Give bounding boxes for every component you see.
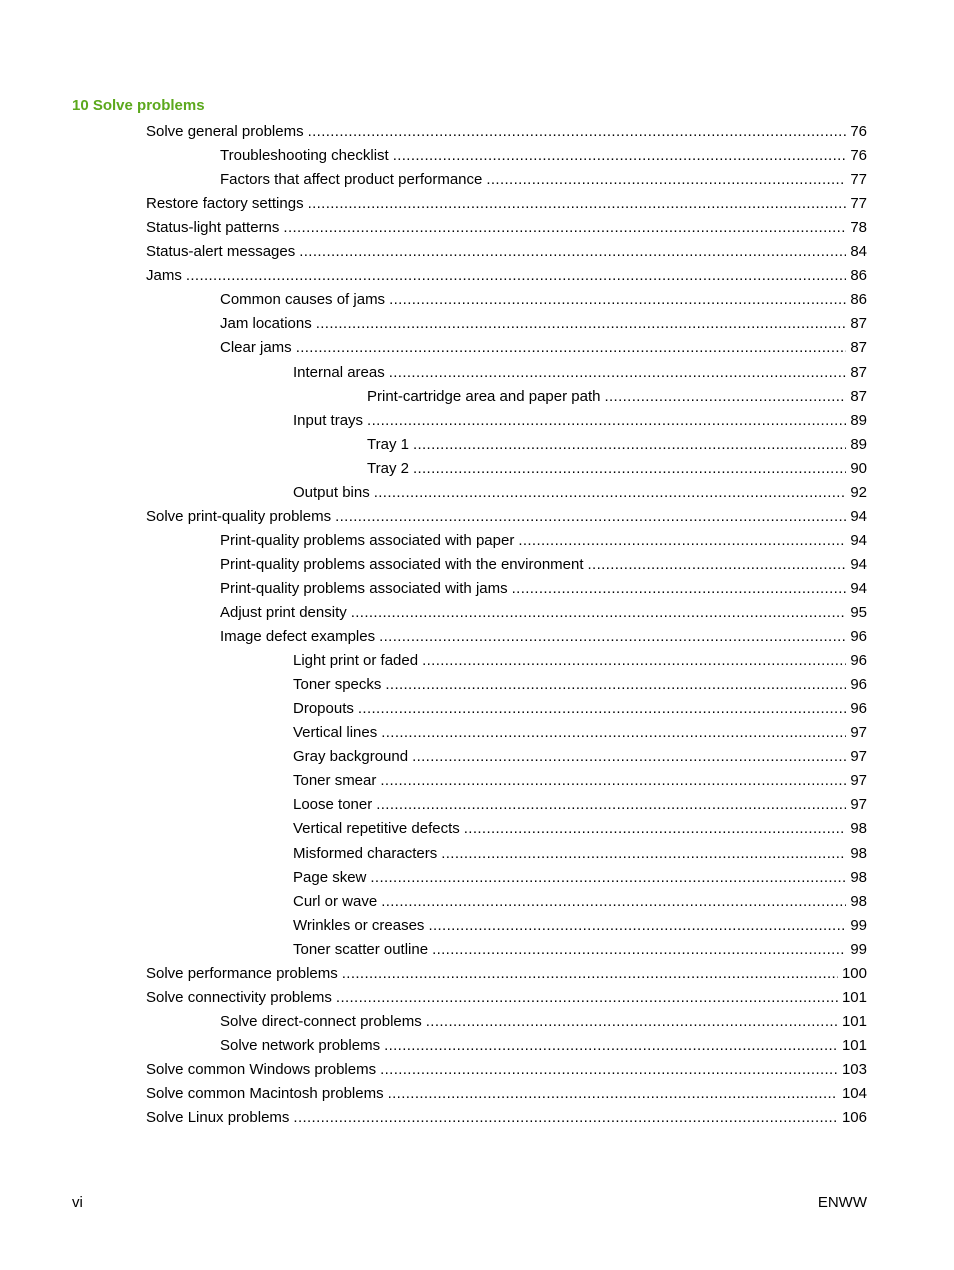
toc-entry-page: 106 [841,1109,867,1127]
toc-entry-page: 87 [850,363,867,381]
toc-entry-title: Jam locations [220,315,312,333]
toc-entry[interactable] [293,722,867,742]
toc-entry-page: 84 [850,243,867,261]
toc-entry-page: 101 [841,1036,867,1054]
dot-leader [422,652,846,670]
toc-entry[interactable] [293,770,867,790]
toc-entry[interactable] [146,1059,867,1079]
toc-entry[interactable] [220,289,867,309]
toc-entry-page: 78 [850,219,867,237]
toc-entry-title: Wrinkles or creases [293,916,425,934]
toc-entry-title: Page skew [293,868,367,886]
toc-entry-title: Solve network problems [220,1036,381,1054]
toc-entry-title: Restore factory settings [146,195,304,213]
toc-entry-page: 97 [850,796,867,814]
toc-entry-title: Curl or wave [293,892,378,910]
toc-entry-title: Solve performance problems [146,964,338,982]
toc-entry[interactable] [367,386,867,406]
toc-entry-title: Light print or faded [293,652,419,670]
dot-leader [413,436,846,454]
dot-leader [381,724,846,742]
toc-entry-page: 87 [850,315,867,333]
toc-entry-title: Solve print-quality problems [146,507,332,525]
toc-entry-page: 94 [850,555,867,573]
toc-entry-page: 87 [850,387,867,405]
toc-entry-page: 77 [850,195,867,213]
toc-entry-page: 98 [850,892,867,910]
dot-leader [335,508,846,526]
toc-entry[interactable] [293,891,867,911]
toc-entry-page: 98 [850,844,867,862]
toc-entry[interactable] [146,217,867,237]
toc-entry[interactable] [367,434,867,454]
toc-entry-title: Gray background [293,748,409,766]
dot-leader [308,123,847,141]
dot-leader [351,604,847,622]
dot-leader [604,388,846,406]
page-number: vi [72,1194,83,1211]
toc-entry-page: 96 [850,700,867,718]
toc-entry-title: Print-quality problems associated with jams [220,579,508,597]
toc-entry-title: Toner specks [293,676,382,694]
toc-entry-page: 96 [850,628,867,646]
toc-entry[interactable] [293,674,867,694]
toc-entry-page: 87 [850,339,867,357]
toc-entry-title: Common causes of jams [220,291,386,309]
toc-entry[interactable] [293,939,867,959]
toc-entry[interactable] [293,818,867,838]
dot-leader [518,532,846,550]
toc-entry-page: 97 [850,724,867,742]
dot-leader [393,147,847,165]
dot-leader [293,1109,838,1127]
dot-leader [379,628,846,646]
toc-entry-page: 76 [850,147,867,165]
toc-entry-title: Status-light patterns [146,219,280,237]
dot-leader [432,941,846,959]
toc-entry-page: 92 [850,483,867,501]
toc-entry[interactable] [146,987,867,1007]
toc-entry-title: Factors that affect product performance [220,171,483,189]
toc-entry-title: Tray 1 [367,435,409,453]
toc-entry[interactable] [293,482,867,502]
toc-entry[interactable] [220,578,867,598]
toc-entry-title: Toner scatter outline [293,940,429,958]
toc-entry-title: Print-cartridge area and paper path [367,387,601,405]
toc-entry[interactable] [220,554,867,574]
dot-leader [426,1013,838,1031]
dot-leader [389,364,847,382]
toc-entry-title: Troubleshooting checklist [220,147,389,165]
toc-entry[interactable] [293,698,867,718]
toc-entry-title: Adjust print density [220,604,347,621]
toc-entry-page: 86 [850,291,867,309]
toc-entry-page: 101 [841,1012,867,1030]
toc-entry[interactable] [367,458,867,478]
dot-leader [380,1061,838,1079]
dot-leader [283,219,846,237]
dot-leader [588,556,847,574]
toc-entry[interactable] [220,1035,867,1055]
toc-entry[interactable] [220,169,867,189]
toc-entry[interactable] [293,867,867,887]
toc-entry-page: 94 [850,531,867,549]
toc-entry-title: Vertical repetitive defects [293,820,460,838]
toc-entry[interactable] [146,265,867,285]
toc-entry[interactable] [293,746,867,766]
toc-entry-title: Solve common Macintosh problems [146,1085,384,1102]
dot-leader [370,869,846,887]
toc-entry[interactable] [146,121,867,141]
toc-entry[interactable] [146,193,867,213]
toc-entry-page: 96 [850,652,867,670]
toc-entry[interactable] [293,843,867,863]
toc-entry-title: Jams [146,267,182,285]
toc-entry-page: 104 [841,1085,867,1102]
toc-entry-title: Image defect examples [220,628,376,646]
toc-entry-page: 94 [850,579,867,597]
dot-leader [486,171,846,189]
toc-entry-page: 90 [850,459,867,477]
toc-entry[interactable] [293,362,867,382]
dot-leader [413,460,846,478]
dot-leader [308,195,847,213]
toc-entry-title: Tray 2 [367,459,409,477]
toc-entry-page: 94 [850,507,867,525]
dot-leader [388,1085,838,1103]
toc-entry[interactable] [220,602,867,622]
toc-entry[interactable] [220,337,867,357]
toc-entry[interactable] [220,1011,867,1031]
toc-entry[interactable] [146,506,867,526]
toc-entry-page: 103 [841,1060,867,1078]
dot-leader [376,796,846,814]
toc-entry-page: 95 [850,604,867,621]
toc-entry[interactable] [293,794,867,814]
toc-entry-page: 89 [850,435,867,453]
toc-entry-page: 99 [850,916,867,934]
toc-entry-title: Dropouts [293,700,354,718]
toc-entry-page: 99 [850,940,867,958]
dot-leader [342,965,838,983]
dot-leader [380,772,846,790]
toc-entry[interactable] [146,241,867,261]
dot-leader [464,820,847,838]
toc-entry[interactable] [220,145,867,165]
toc-entry-title: Internal areas [293,363,385,381]
toc-entry-title: Print-quality problems associated with paper [220,531,515,549]
toc-entry-page: 98 [850,868,867,886]
toc-entry[interactable] [220,530,867,550]
toc-entry-title: Vertical lines [293,724,378,742]
toc-entry-title: Loose toner [293,796,373,814]
toc-entry-title: Input trays [293,411,364,429]
toc-entry[interactable] [146,963,867,983]
dot-leader [374,484,847,502]
toc-entry-page: 101 [841,988,867,1006]
toc-entry[interactable] [220,626,867,646]
dot-leader [428,917,846,935]
chapter-heading: 10 Solve problems [72,97,205,114]
toc-entry-title: Output bins [293,483,370,501]
dot-leader [384,1037,838,1055]
toc-entry[interactable] [293,410,867,430]
toc-entry[interactable] [293,650,867,670]
dot-leader [367,412,846,430]
toc-entry-page: 77 [850,171,867,189]
toc-entry-page: 97 [850,772,867,790]
dot-leader [186,267,846,285]
toc-entry-page: 98 [850,820,867,838]
toc-entry-page: 86 [850,267,867,285]
toc-entry-page: 89 [850,411,867,429]
toc-entry-title: Print-quality problems associated with the environment [220,555,584,573]
toc-entry-title: Solve Linux problems [146,1109,290,1127]
toc-entry-title: Solve direct-connect problems [220,1012,422,1030]
toc-entry-page: 76 [850,123,867,140]
toc-entry-title: Status-alert messages [146,243,296,261]
dot-leader [389,291,846,309]
toc-entry-page: 97 [850,748,867,766]
dot-leader [299,243,846,261]
toc-entry-title: Solve connectivity problems [146,988,332,1006]
toc-entry-page: 100 [841,964,867,982]
dot-leader [336,989,838,1007]
toc-entry-title: Misformed characters [293,844,438,862]
dot-leader [381,893,846,911]
dot-leader [316,315,847,333]
toc-entry[interactable] [293,915,867,935]
document-code: ENWW [817,1194,867,1211]
toc-entry[interactable] [146,1083,867,1103]
toc-entry-page: 96 [850,676,867,694]
dot-leader [296,339,847,357]
dot-leader [358,700,846,718]
dot-leader [441,845,846,863]
dot-leader [412,748,846,766]
toc-entry-title: Solve common Windows problems [146,1060,377,1078]
toc-entry-title: Toner smear [293,772,377,790]
toc-entry-title: Clear jams [220,339,292,357]
dot-leader [385,676,846,694]
toc-entry[interactable] [220,313,867,333]
toc-entry-title: Solve general problems [146,123,304,140]
toc-entry[interactable] [146,1107,867,1127]
dot-leader [512,580,847,598]
